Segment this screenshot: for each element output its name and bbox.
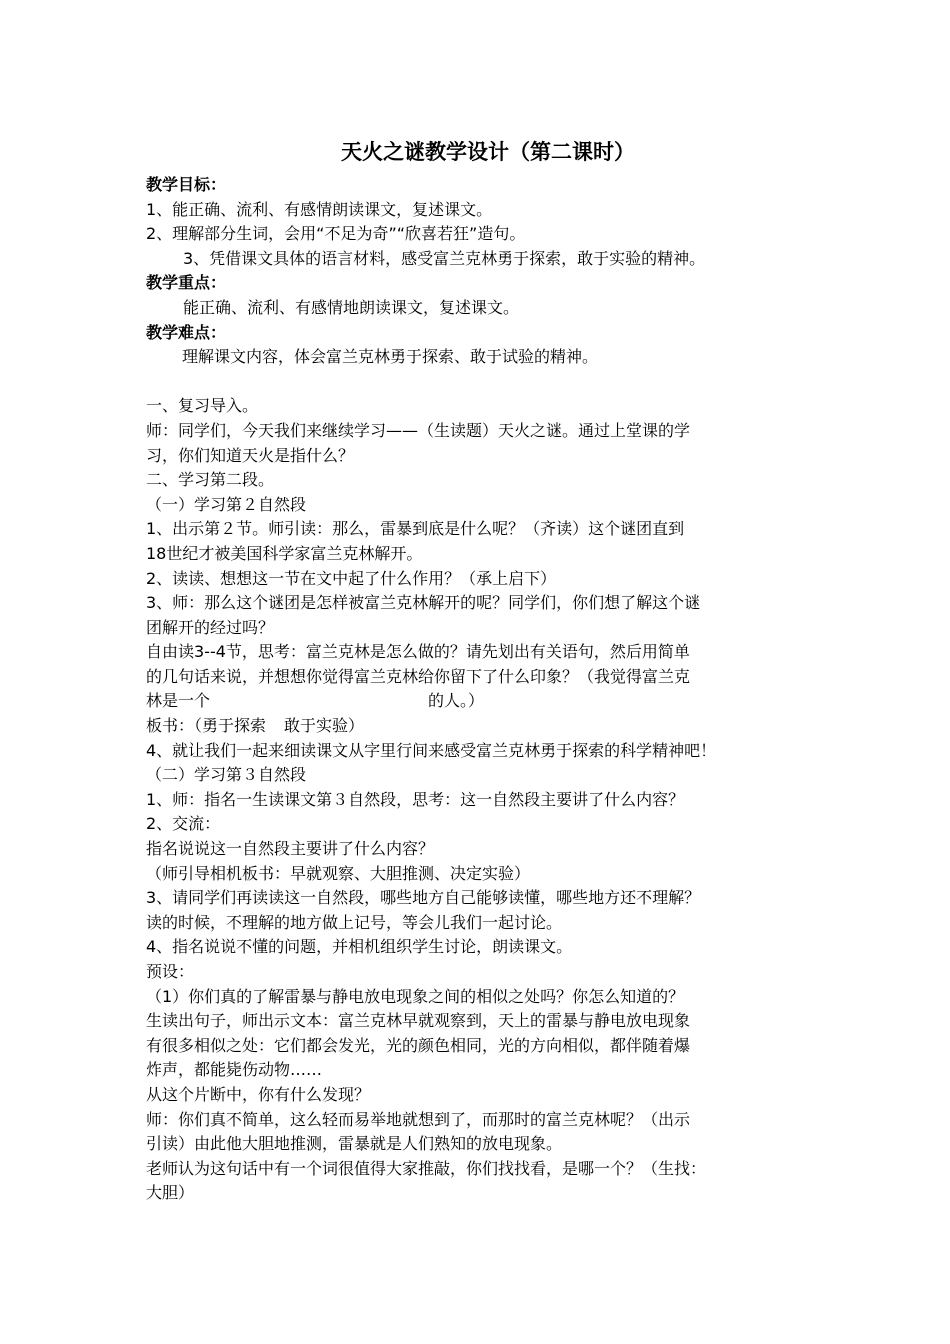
difficult-text: 理解课文内容，体会富兰克林勇于探索、敢于试验的精神。 — [182, 347, 599, 367]
body-line: 师：你们真不简单，这么轻而易举地就想到了，而那时的富兰克林呢？（出示 — [146, 1109, 691, 1129]
body-line: 1、出示第２节。师引读：那么，雷暴到底是什么呢？（齐读）这个谜团直到 — [146, 519, 685, 539]
body-line: 1、师：指名一生读课文第３自然段，思考：这一自然段主要讲了什么内容？ — [146, 789, 685, 809]
body-line: 师：同学们，今天我们来继续学习——（生读题）天火之谜。通过上堂课的学 — [146, 420, 691, 440]
objectives-heading: 教学目标： — [146, 175, 227, 194]
blank-line — [146, 370, 816, 395]
body-line: 生读出句子，师出示文本：富兰克林早就观察到，天上的雷暴与静电放电现象 — [146, 1011, 691, 1031]
key-text: 能正确、流利、有感情地朗读课文，复述课文。 — [183, 297, 520, 317]
body-line: 4、指名说说不懂的问题，并相机组织学生讨论，朗读课文。 — [146, 937, 573, 957]
body-line: 预设： — [146, 962, 195, 981]
body-line: 读的时候，不理解的地方做上记号，等会儿我们一起讨论。 — [146, 912, 563, 932]
body-line: 指名说说这一自然段主要讲了什么内容？ — [146, 839, 435, 859]
body-line: 习，你们知道天火是指什么？ — [146, 445, 355, 465]
document-page — [146, 135, 816, 1206]
blackboard-part-1: 板书：（勇于探索 — [146, 716, 267, 736]
body-line: （1）你们真的了解雷暴与静电放电现象之间的相似之处吗？你怎么知道的？ — [146, 986, 685, 1006]
body-line: 有很多相似之处：它们都会发光，光的颜色相同，光的方向相似，都伴随着爆 — [146, 1035, 691, 1055]
key-heading: 教学重点： — [146, 273, 227, 293]
body-line-with-blank — [146, 689, 816, 714]
body-line: （师引导相机板书：早就观察、大胆推测、决定实验） — [146, 863, 531, 883]
body-line: 从这个片断中，你有什么发现？ — [146, 1084, 371, 1104]
body-line: （一）学习第２自然段 — [146, 494, 307, 514]
blackboard-part-2: 敢于实验） — [284, 716, 365, 736]
body-line: 4、就让我们一起来细读课文从字里行间来感受富兰克林勇于探索的科学精神吧！ — [146, 740, 717, 760]
body-line: 3、请同学们再读读这一自然段，哪些地方自己能够读懂，哪些地方还不理解？ — [146, 888, 701, 908]
objective-2: 2、理解部分生词，会用“不足为奇”“欣喜若狂”造句。 — [146, 224, 526, 244]
body-line: 自由读3--4节，思考：富兰克林是怎么做的？请先划出有关语句，然后用简单 — [146, 642, 690, 662]
body-line: 一、复习导入。 — [146, 396, 259, 416]
objective-3: 3、凭借课文具体的语言材料，感受富兰克林勇于探索，敢于实验的精神。 — [183, 248, 706, 268]
body-line: 2、读读、想想这一节在文中起了什么作用？（承上启下） — [146, 568, 557, 588]
body-line: 的几句话来说，并想想你觉得富兰克林给你留下了什么印象？（我觉得富兰克 — [146, 666, 691, 686]
body-line: （二）学习第３自然段 — [146, 765, 307, 785]
fill-blank-suffix: 的人。） — [428, 691, 485, 711]
body-line: 团解开的经过吗？ — [146, 617, 275, 637]
difficult-heading: 教学难点： — [146, 322, 227, 342]
body-line: 大胆） — [146, 1183, 195, 1203]
body-line: 炸声，都能毙伤动物…… — [146, 1060, 323, 1080]
body-line: 老师认为这句话中有一个词很值得大家推敲，你们找找看，是哪一个？（生找： — [146, 1158, 707, 1178]
body-line: 2、交流： — [146, 814, 221, 834]
body-line: 18世纪才被美国科学家富兰克林解开。 — [146, 543, 423, 563]
body-line: 二、学习第二段。 — [146, 470, 275, 490]
body-line: 3、师：那么这个谜团是怎样被富兰克林解开的呢？同学们，你们想了解这个谜 — [146, 593, 701, 613]
objective-1: 1、能正确、流利、有感情朗读课文，复述课文。 — [146, 199, 493, 219]
document-title: 天火之谜教学设计（第二课时） — [341, 140, 635, 164]
blackboard-line — [146, 714, 816, 739]
fill-blank-prefix: 林是一个 — [146, 691, 211, 711]
body-line: 引读）由此他大胆地推测，雷暴就是人们熟知的放电现象。 — [146, 1134, 563, 1154]
